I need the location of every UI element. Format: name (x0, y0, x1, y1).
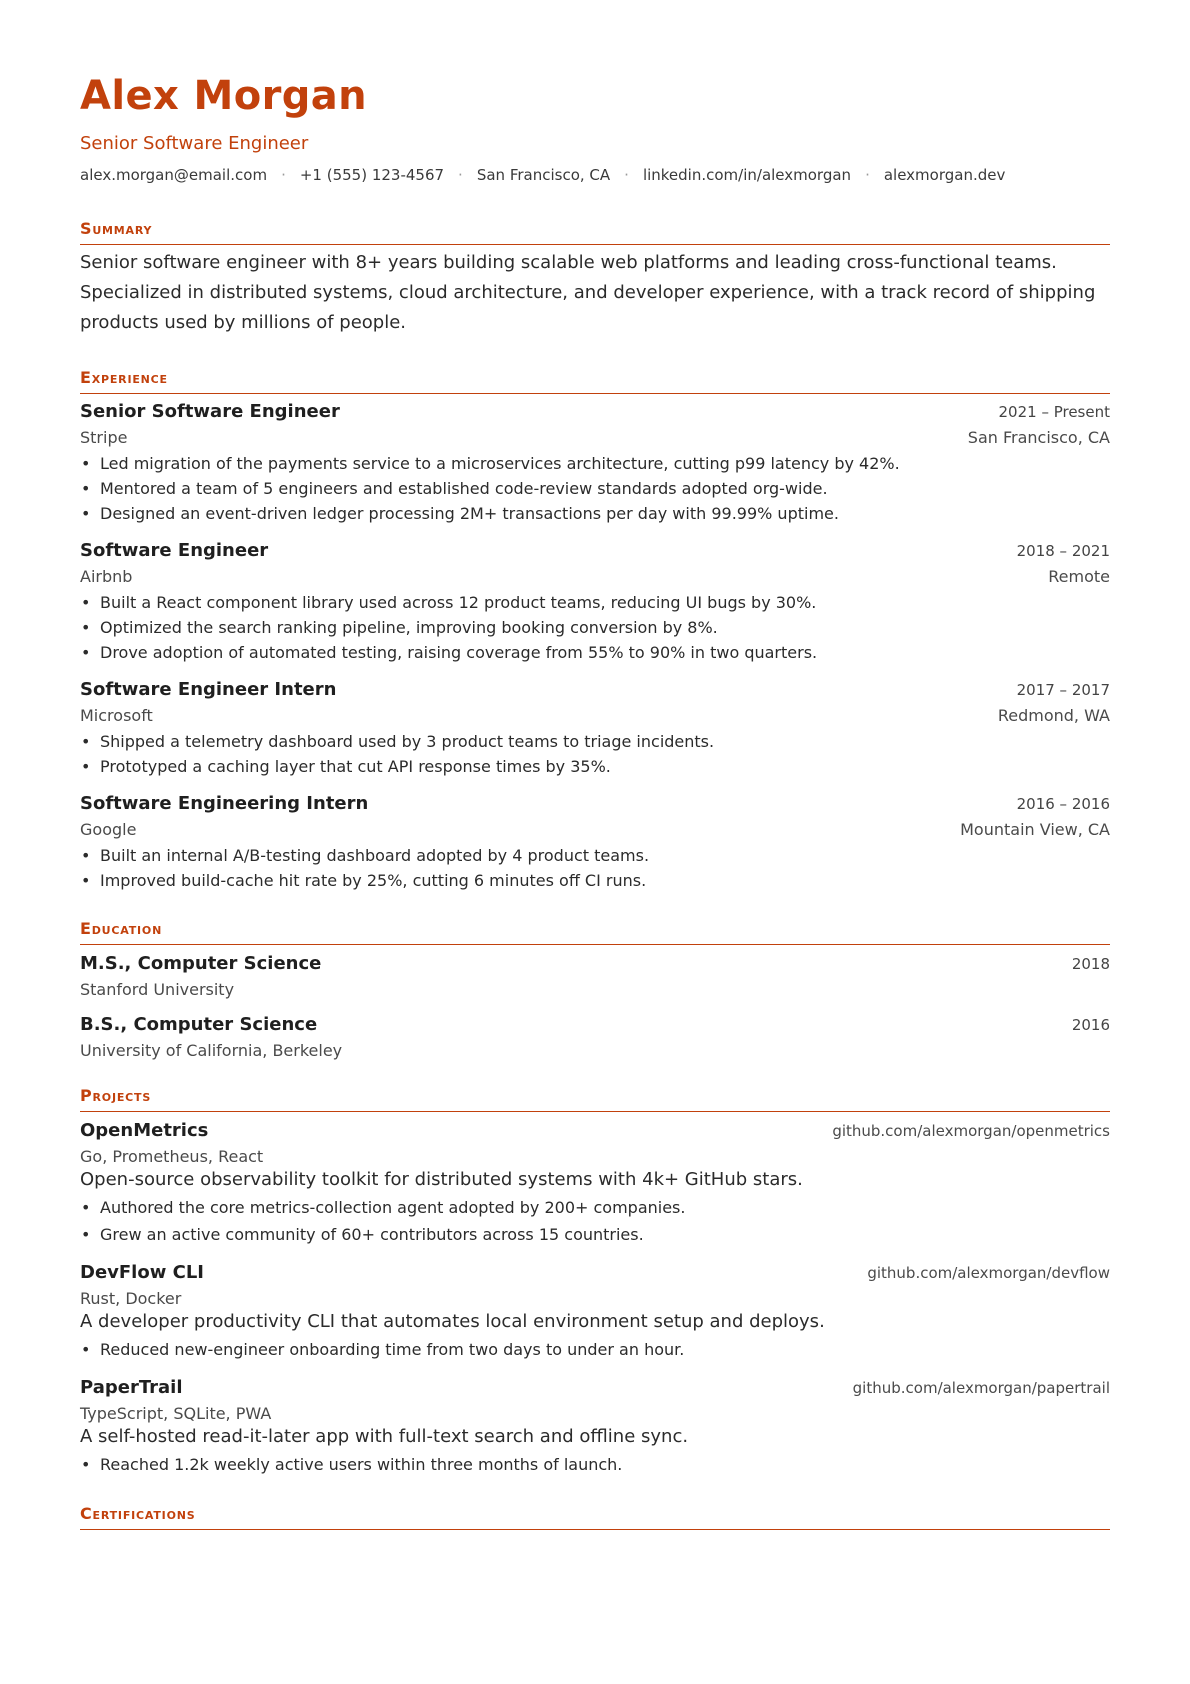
contact-location: San Francisco, CA (476, 166, 611, 184)
summary-text: Senior software engineer with 8+ years building scalable web platforms and leading cross-functional teams. Specialized in distributed systems, cloud architecture, and developer experience, with a track record of shipping products used by millions of people. (80, 252, 1096, 333)
school-name: Stanford University (80, 980, 235, 999)
job-location: Mountain View, CA (960, 820, 1110, 839)
bullet-dot-icon: • (81, 643, 91, 662)
bullet-item: • Prototyped a caching layer that cut API response times by 35%. (80, 754, 1110, 779)
project-stack: TypeScript, SQLite, PWA (80, 1404, 272, 1423)
job-title: Software Engineering Intern (80, 793, 369, 814)
contact-row (80, 168, 1110, 183)
bullet-dot-icon: • (81, 757, 91, 776)
bullet-item: • Led migration of the payments service to a microservices architecture, cutting p99 latency by 42%. (80, 451, 1110, 476)
bullet-dot-icon: • (81, 846, 91, 865)
job-dates: 2016 – 2016 (1016, 795, 1110, 813)
job-title: Software Engineer (80, 540, 269, 561)
bullet-list (80, 843, 1110, 893)
entry-header-row (80, 1120, 1110, 1141)
job-location: San Francisco, CA (967, 428, 1110, 447)
contact-separator: · (281, 166, 286, 184)
job-location: Remote (1048, 567, 1110, 586)
bullet-item: • Shipped a telemetry dashboard used by 3 product teams to triage incidents. (80, 729, 1110, 754)
job-dates: 2017 – 2017 (1016, 681, 1110, 699)
contact-separator: · (458, 166, 463, 184)
project-stack: Rust, Docker (80, 1289, 182, 1308)
entry-sub-row (80, 1041, 1110, 1060)
company-name: Airbnb (80, 567, 133, 586)
bullet-item: • Improved build-cache hit rate by 25%, cutting 6 minutes off CI runs. (80, 868, 1110, 893)
bullet-list (80, 1336, 1110, 1363)
bullet-dot-icon: • (81, 732, 91, 751)
section-title-certifications: Certifications (80, 1506, 1110, 1530)
contact-separator: · (865, 166, 870, 184)
bullet-dot-icon: • (81, 504, 91, 523)
bullet-dot-icon: • (81, 618, 91, 637)
company-name: Google (80, 820, 137, 839)
entry-header-row (80, 401, 1110, 422)
company-name: Stripe (80, 428, 128, 447)
entry-sub-row (80, 980, 1110, 999)
bullet-item: • Optimized the search ranking pipeline, improving booking conversion by 8%. (80, 615, 1110, 640)
bullet-list (80, 1194, 1110, 1248)
degree-title: M.S., Computer Science (80, 953, 322, 974)
entry-header-row (80, 679, 1110, 700)
bullet-item: • Drove adoption of automated testing, raising coverage from 55% to 90% in two quarters. (80, 640, 1110, 665)
bullet-dot-icon: • (81, 593, 91, 612)
bullet-dot-icon: • (81, 871, 91, 890)
project-entry (80, 1377, 1110, 1478)
candidate-headline: Senior Software Engineer (80, 133, 309, 154)
section-title-projects: Projects (80, 1088, 1110, 1112)
education-section (80, 921, 1110, 1060)
project-link[interactable]: github.com/alexmorgan/openmetrics (832, 1122, 1110, 1140)
education-entry (80, 1014, 1110, 1060)
entry-header-row (80, 1377, 1110, 1398)
bullet-item: • Built an internal A/B-testing dashboard adopted by 4 product teams. (80, 843, 1110, 868)
contact-phone[interactable]: +1 (555) 123-4567 (299, 166, 445, 184)
school-name: University of California, Berkeley (80, 1041, 343, 1060)
entry-header-row (80, 793, 1110, 814)
bullet-list (80, 1451, 1110, 1478)
contact-linkedin[interactable]: linkedin.com/in/alexmorgan (642, 166, 852, 184)
project-name: DevFlow CLI (80, 1262, 204, 1283)
project-description: A self-hosted read-it-later app with full-text search and offline sync. (80, 1426, 689, 1447)
bullet-dot-icon: • (81, 1225, 91, 1244)
job-title: Senior Software Engineer (80, 401, 340, 422)
project-stack: Go, Prometheus, React (80, 1147, 264, 1166)
bullet-item: • Mentored a team of 5 engineers and established code-review standards adopted org-wide. (80, 476, 1110, 501)
resume-header (80, 73, 1110, 184)
section-title-education: Education (80, 921, 1110, 945)
bullet-item: • Designed an event-driven ledger processing 2M+ transactions per day with 99.99% uptime. (80, 501, 1110, 526)
bullet-item: • Built a React component library used across 12 product teams, reducing UI bugs by 30%. (80, 590, 1110, 615)
project-link[interactable]: github.com/alexmorgan/papertrail (852, 1379, 1110, 1397)
bullet-dot-icon: • (81, 1340, 91, 1359)
entry-sub-row (80, 820, 1110, 839)
bullet-item: • Reduced new-engineer onboarding time from two days to under an hour. (80, 1336, 1110, 1363)
bullet-dot-icon: • (81, 1455, 91, 1474)
degree-year: 2016 (1071, 1016, 1110, 1034)
bullet-item: • Authored the core metrics-collection agent adopted by 200+ companies. (80, 1194, 1110, 1221)
experience-entry (80, 679, 1110, 779)
section-title-experience: Experience (80, 370, 1110, 394)
company-name: Microsoft (80, 706, 153, 725)
experience-section (80, 370, 1110, 893)
certifications-section (80, 1506, 1110, 1530)
entry-header-row (80, 540, 1110, 561)
bullet-dot-icon: • (81, 454, 91, 473)
degree-title: B.S., Computer Science (80, 1014, 318, 1035)
bullet-list (80, 590, 1110, 665)
candidate-name: Alex Morgan (80, 73, 368, 119)
degree-year: 2018 (1071, 955, 1110, 973)
entry-sub-row (80, 706, 1110, 725)
job-dates: 2021 – Present (998, 403, 1110, 421)
job-dates: 2018 – 2021 (1016, 542, 1110, 560)
summary-section (80, 221, 1110, 338)
job-title: Software Engineer Intern (80, 679, 337, 700)
project-entry (80, 1120, 1110, 1248)
bullet-item: • Grew an active community of 60+ contributors across 15 countries. (80, 1221, 1110, 1248)
projects-section (80, 1088, 1110, 1478)
project-name: PaperTrail (80, 1377, 183, 1398)
bullet-list (80, 729, 1110, 779)
education-entry (80, 953, 1110, 999)
project-description: Open-source observability toolkit for distributed systems with 4k+ GitHub stars. (80, 1169, 803, 1190)
bullet-dot-icon: • (81, 479, 91, 498)
section-title-summary: Summary (80, 221, 1110, 245)
entry-header-row (80, 953, 1110, 974)
project-entry (80, 1262, 1110, 1363)
entry-sub-row (80, 428, 1110, 447)
entry-header-row (80, 1262, 1110, 1283)
contact-separator: · (624, 166, 629, 184)
experience-entry (80, 793, 1110, 893)
bullet-item: • Reached 1.2k weekly active users within three months of launch. (80, 1451, 1110, 1478)
contact-email[interactable]: alex.morgan@email.com (80, 166, 268, 184)
bullet-list (80, 451, 1110, 526)
project-description: A developer productivity CLI that automates local environment setup and deploys. (80, 1311, 825, 1332)
project-link[interactable]: github.com/alexmorgan/devflow (867, 1264, 1110, 1282)
project-name: OpenMetrics (80, 1120, 209, 1141)
job-location: Redmond, WA (997, 706, 1110, 725)
entry-sub-row (80, 567, 1110, 586)
bullet-dot-icon: • (81, 1198, 91, 1217)
experience-entry (80, 540, 1110, 665)
entry-header-row (80, 1014, 1110, 1035)
experience-entry (80, 401, 1110, 526)
contact-website[interactable]: alexmorgan.dev (883, 166, 1006, 184)
